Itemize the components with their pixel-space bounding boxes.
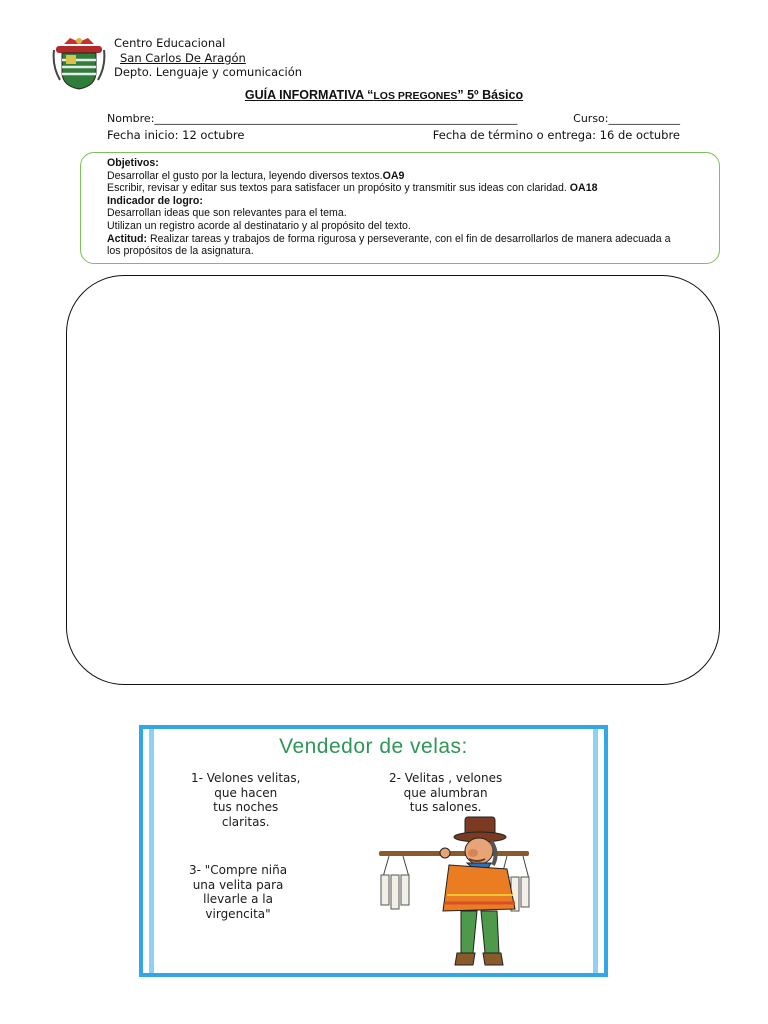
picture-title: Vendedor de velas: [279,735,468,758]
attitude-line-2: los propósitos de la asignatura. [107,245,254,258]
objective-1-code: OA9 [382,169,405,182]
candle-vendor-illustration [373,813,533,969]
start-date: Fecha inicio: 12 octubre [107,128,245,142]
objectives-box [80,152,720,264]
indicator-1: Desarrollan ideas que son relevantes para el tema. [107,207,347,220]
vendor-picture-card [139,725,608,977]
objective-1: Desarrollar el gusto por la lectura, leyendo diversos textos.OA9 [107,169,405,182]
verse-1: 1- Velones velitas, que hacen tus noches claritas. [191,771,301,829]
objectives-heading: Objetivos: [107,157,159,169]
title-part-3: ” 5º Básico [457,88,524,102]
department-name: Depto. Lenguaje y comunicación [114,65,303,79]
objective-2: Escribir, revisar y editar sus textos para satisfacer un propósito y transmitir sus ideas con claridad. OA18 [107,182,598,195]
dates-row [107,128,680,144]
title-part-2: LOS PREGONES [373,90,458,102]
indicator-heading: Indicador de logro: [107,194,203,207]
school-name-line1: Centro Educacional [114,36,226,50]
school-crest-icon [52,36,106,90]
due-date: Fecha de término o entrega: 16 de octubre [432,128,680,142]
verse-2: 2- Velitas , velones que alumbran tus salones. [389,771,503,814]
document-title [0,88,768,102]
title-part-1: GUÍA INFORMATIVA “ [244,88,374,102]
frame-stripe-right [593,729,598,973]
school-name-line2: San Carlos De Aragón [120,51,246,65]
objective-2-code: OA18 [569,182,598,195]
answer-area-box[interactable] [66,275,720,685]
attitude-line-1: Actitud: Realizar tareas y trabajos de forma rigurosa y perseverante, con el fin de desarrollarlos de manera adecuada a [107,232,671,245]
name-field-label[interactable]: Nombre:__________________________________________________________________ [107,112,518,125]
name-course-row [107,112,680,128]
indicator-2: Utilizan un registro acorde al destinatario y al propósito del texto. [107,219,411,232]
frame-stripe-left [149,729,154,973]
attitude-label: Actitud: [107,232,148,245]
course-field-label[interactable]: Curso:_____________ [573,112,680,125]
verse-3: 3- "Compre niña una velita para llevarle a la virgencita" [189,863,288,921]
